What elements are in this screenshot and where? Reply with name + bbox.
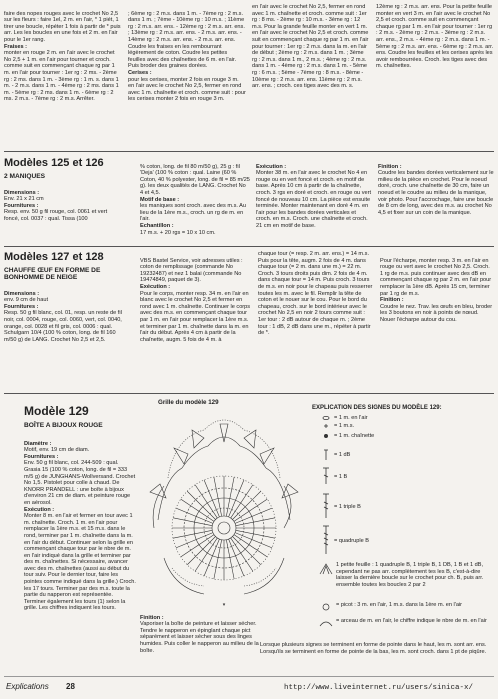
- grid-stitch-line: [204, 539, 219, 576]
- model-129-subtitle: BOÎTE A BIJOUX ROUGE: [24, 422, 103, 429]
- grid-stitch-line: [229, 539, 244, 576]
- m125-motif: les maniques sont croch. avec des m.s. Au lieu de la 1ère m.s., croch. un rg de m. en l'air.: [140, 203, 247, 223]
- m129-dim: Motif, env. 19 cm de diam.: [24, 447, 90, 454]
- grid-stitch-line: [204, 480, 219, 517]
- m125-col2-text: % coton, long. de fil 80 m/50 g), 25 g : fil 'Deja' (100 % coton : qual. Laine (60 % Coton, 40 % polyester, long. de fil = 85 m/25 g). les deux qualités de LANG. Crochet No 4 et 4,5.: [140, 163, 250, 196]
- m127-dim-label: Dimensions :: [4, 290, 40, 297]
- m127-col2a: VBS Bastel Service, voir adresses utiles : coton de remplissage (commande No 19232487) et nez 1 balai (commande No 19474849, paquet de 3).: [140, 257, 243, 284]
- grid-stitch-line: [229, 480, 244, 517]
- grid-title: Grille du modèle 129: [158, 399, 219, 406]
- model-125-col1: [4, 183, 122, 243]
- m125-ech-label: Echantillon :: [140, 222, 174, 229]
- top-col4: 12ème rg : 2 m.s. arr. ens. Pour la petite feuille monter en vert 3 m. en l'air avec le crochet No 2,5 et croch. comme suit en commençant chaque rg par 1 m. en l'air pour tourner : 1er rg : 2 m.s. - 2ème rg : 2 m.s. - 3ème rg : 2 m.s. arr. ens., 2 m.s. - 4ème rg : 2 m.s. dans 1 m. - 5ème rg : 2 m.s. arr. ens. - 6ème rg : 2 m.s. arr. ens. Coudre les feuilles et les cerises après les avoir rembourrées. Croch. les tiges avec des m. chaînettes.: [376, 4, 494, 70]
- legend-item-chainette: = 1 m. chaînette: [334, 433, 375, 439]
- grid-stitch-line: [214, 540, 222, 579]
- grid-stitch-line: [235, 508, 272, 523]
- m129-exec-label: Exécution :: [24, 506, 55, 513]
- m125-exec: Monter 38 m. en l'air avec le crochet No 4 en rouge ou en vert foncé et croch. en motif de base. Après 10 cm à partir de la chaînette, croch. 3 rgs en doré et croch. en rouge ou vert foncé de nouveau 10 cm. La pièce est ensuite terminée. Monter maintenant en doré 4 m. en l'air pour les bandes dorées verticales et croch. en m.s. Croch. une chaînette et croch. 21 cm en motif de base.: [256, 170, 372, 229]
- m127-exec-label: Exécution :: [140, 283, 171, 290]
- m129-exec: Monter 8 m. en l'air et fermer en tour avec 1 m. chaînette. Croch. 1 m. en l'air pour remplacer la 1ère m.s. et 15 m.s. dans le rond, terminer par 1 m. chaînette dans la m. en l'air du début. Continuer selon la grille en commençant chaque tour par le nbre de m. en l'air indiqué dans la grille et terminer par des m. chaînettes. Si nécessaire, avancer avec des m. chaînettes (aussi au début du tour suiv. Pour le dernier tour, faire les pointes comme indiqué dans la grille.) Croch. les 17 tours. Terminer par des m.s. toute la partie du napperon est représentée. Terminer également les tours (1) selon la grille. Les chiffres indiquent les tours.: [24, 513, 136, 612]
- fraises-label: Fraises :: [4, 43, 28, 50]
- m129-fin: Vaporiser la boîte de peinture et laisser sécher. Tendre le napperon en épinglant chaque pict séparément et laisser sécher sous des linges humides. Puis coller le napperon au milieu de la boîte.: [140, 621, 259, 654]
- m127-dim: env. 9 cm de haut: [4, 297, 49, 304]
- cerises-text: pour les cerises, monter 2 fois en rouge 3 m. en l'air avec le crochet No 2,5, fermer en rond avec 1 m. chaînette et croch. comme suit : pour les cerises monter 2 fois en rouge 3 m.: [128, 76, 246, 103]
- grid-stitch-line: [232, 491, 260, 519]
- arc-symbol: [318, 618, 334, 628]
- top-col2: [128, 4, 246, 152]
- m129-four: Env. 50 g fil blanc, col. 244-509 : qual. Grasia 15 (100 % coton, long. de fil = 333 m/5 g) de JUNGHANS-Wollversand. Crochet No 1,5. Pistolet pour colle à chaud. De KNORR PRANDELL : une boîte à bijoux d'environ 21 cm de diam. et peinture rouge en aérosol.: [24, 460, 136, 506]
- m129-four-label: Fournitures :: [24, 453, 59, 460]
- grid-stitch-line: [176, 533, 213, 548]
- grid-stitch-line: [181, 535, 214, 557]
- m125-fin-label: Finition :: [378, 163, 402, 170]
- top-col3: en l'air avec le crochet No 2,5, fermer en rond avec 1 m. chaînette et croch. comme suit : 1er rg : 8 ms. - 2ème rg : 10 m.s. - 3ème rg : 12 m.s. Pour la grande feuille monter en vert 1 m. en l'air avec le crochet No 2,5 et croch. comme suit en commençant chaque rg par 1 m. en l'air pour tourner : 1er rg : 2 m.s. dans la m. en l'air de début ; 2ème rg : 2 m.s. dans 1 m. ; 3ème rg : 2 m.s. dans 1 m., 2 m.s. ; 4ème rg : 2 m.s. dans 1 m. - 4ème rg : 2 m.s. dans 1 m. - 5ème rg : 6 m.s. ; 5ème - 7ème rg : 8 m.s. - 8ème - 10ème rg : 2 m.s. arr. ens. 11ème rg : 2 m.s. arr. ens. ; croch. ces tiges avec des m. s.: [252, 4, 369, 90]
- grid-stitch-line: [234, 535, 267, 557]
- footer-page: 28: [66, 682, 75, 691]
- m125-fin: Coudre les bandes dorées verticalement sur le milieu de la pièce en crochet. Pour le noeud doré, croch. une chaînette de 30 cm, faire un noeud et le coudre au milieu de la manique, voir photo. Pour l'accrochage, faire une boucle de 8 cm de long, avec des m.s. au crochet No 4,5 et fixer sur un coin de la manique.: [378, 170, 494, 216]
- grid-stitch-line: [187, 491, 215, 519]
- legend-leaf: 1 petite feuille : 1 quadruple B, 1 triple B, 1 DB, 1 B et 1 dB, cependant ne pas arr. complètement tes les B, c'est-à-dire laisser la dernière boucle sur le crochet pour ch. B, puis arr. ensemble toutes les boucles 2 par 2: [336, 562, 484, 588]
- m127-four: Resp. 50 g fil blanc, col. 01, resp. un reste de fil noir, col. 0004, rouge, col. 0060, vert, col. 0040, orange, col. 0028 et fil gris, col. 0006 : qual. Schulgarn 10/4 (100 % coton, long. de fil 160 m/50 g) de LANG. Crochet No 2,5 et 2,5.: [4, 310, 122, 343]
- m125-four-label: Fournitures :: [4, 202, 39, 209]
- grid-stitch-line: [195, 485, 217, 518]
- grid-stitch-line: [231, 485, 253, 518]
- model-127-col1: [4, 284, 128, 394]
- m127-col4-text: Pour l'écharpe, monter resp. 3 m. en l'air en rouge ou vert avec le crochet No 2,5. Croch. 1 rg de m.s. puis continuer avec des dB en commençant chaque rg par 2 m. en l'air pour remplacer la 1ère dB. Après 15 cm, terminer par 1 rg de m.s.: [380, 257, 492, 297]
- model-129-col1: [24, 434, 136, 669]
- legend-item-quadruple: = quadruple B: [334, 538, 369, 544]
- grid-stitch-line: [195, 538, 217, 571]
- m127-fin-label: Finition :: [380, 297, 404, 304]
- m125-motif-label: Motif de base :: [140, 196, 180, 203]
- crochet-grid: [144, 408, 304, 608]
- model-127-subtitle: CHAUFFE ŒUF EN FORME DE BONHOMME DE NEIGE: [4, 267, 101, 282]
- m125-ech: 17 m.s. + 20 rgs = 10 x 10 cm.: [140, 229, 216, 236]
- model-125-col3: [256, 157, 372, 245]
- leaf-symbol: [318, 562, 334, 576]
- model-125-subtitle: 2 MANIQUES: [4, 173, 46, 180]
- legend-item-b: = 1 B: [334, 474, 348, 480]
- footer-label: Explications: [6, 682, 49, 691]
- top-col2-text: ; 6ème rg : 2 m.s. dans 1 m. - 7ème rg : 2 m.s. dans 1 m. ; 7ème - 10ème rg : 10 m.s. ; 11ème rg : 2 m.s. arr. ens. - 12ème rg : 2 m.s. arr. ens. ; 13ème rg : 2 m.s. arr. ens. - 2 m.s. arr. ens. - 14ème rg : 2 m.s. arr. ens. - 2 m.s. arr. ens. Coudre les fraises en les rembourrant légèrement de coton. Coudre les petites feuilles avec des chaînettes de 6 m. en l'air. Puis broder des graines dorées.: [128, 10, 245, 70]
- model-129-title: Modèle 129: [24, 404, 89, 418]
- grid-stitch-line: [176, 508, 213, 523]
- cerises-label: Cerises :: [128, 69, 152, 76]
- m127-fin: Coudre le nez. Trav. les œufs en bleu, broder les 3 boutons en noir à points de nœud. Nouer l'écharpe autour du cou.: [380, 303, 493, 323]
- footer-rule: [4, 676, 494, 677]
- grid-stitch-line: [173, 530, 212, 538]
- model-125-title: Modèles 125 et 126: [4, 157, 104, 169]
- grid-drawing: [150, 420, 298, 594]
- m125-dim: Env. 21 x 21 cm: [4, 196, 44, 203]
- picot-symbol: [318, 602, 334, 612]
- model-127-col3: chaque tour (= resp. 2 m. arr. ens.) = 14 m.s. Puis pour la tête, augm. 2 fois de 4 m. dans chaque tour (= 2 m. dans une m.) = 22 m. Croch. 3 tours droits puis dim. 2 fois de 4 m. dans chaque tour = 14 m. Puis croch. 3 tours de m.s. en noir pour le chapeau puis resserrer toutes les m. avec le fil. Remplir la tête de coton et le nouer sur le cou. Pour le bord du chapeau, croch. sur le bord intérieur avec le crochet No 2,5 en noir 2 tours comme suit : 1er tour : 2 dB autour de chaque m. ; 2ème tour : 1 dB, 2 dB dans une m., répéter à partir de *.: [258, 251, 373, 337]
- model-127-col4: [380, 251, 494, 391]
- legend-item-triple: = 1 triple B: [334, 504, 361, 510]
- divider-mid1: [4, 246, 494, 247]
- m127-four-label: Fournitures :: [4, 303, 39, 310]
- divider-mid2: [4, 393, 494, 394]
- m125-exec-label: Exécution :: [256, 163, 287, 170]
- legend-note: Lorsque plusieurs signes se terminent en forme de pointe dans le haut, les m. sont arr. ens. Lorsqu'ils se terminent en forme de pointe de la bas, les m. sont croch. dans 1 pt de piqûre.: [260, 642, 487, 655]
- m129-fin-label: Finition :: [140, 614, 164, 621]
- legend-item-ms: = 1 m.s.: [334, 423, 355, 429]
- chain-symbol: [323, 416, 329, 419]
- grid-stitch-line: [181, 499, 214, 521]
- legend-item-db: = 1 dB: [334, 452, 351, 458]
- model-125-col2: [140, 157, 250, 245]
- grid-stitch-line: [231, 538, 253, 571]
- m125-dim-label: Dimensions :: [4, 189, 40, 196]
- top-col1-text: faire des nopes rouges avec le crochet No 2,5 sur les fleurs : faire 1el, 2 m. en l'air, * 1 piét, 1 tirer une boucle, répéter 1 fois à partir de * puis arr. Les les boucles en une fois et 2 m. en l'air pour le 1er rang.: [4, 10, 121, 43]
- model-129-finition: [140, 608, 260, 658]
- grid-stitch-line: [235, 533, 272, 548]
- legend-title: EXPLICATION DES SIGNES DU MODÈLE 129:: [312, 405, 442, 411]
- m125-four: Resp. env. 50 g fil rouge, col. 0061 et vert foncé, col. 0037 : qual. Tissa (100: [4, 209, 108, 222]
- footer-url: http://www.liveinternet.ru/users/sinica-x/: [284, 684, 474, 692]
- model-125-col4: [378, 157, 494, 245]
- grid-stitch-line: [232, 536, 260, 564]
- model-127-title: Modèles 127 et 128: [4, 251, 104, 263]
- divider-top: [4, 151, 494, 152]
- legend-item-chain: = 1 m. en l'air: [334, 415, 368, 421]
- top-col1: [4, 4, 122, 152]
- legend-picot: = picot : 3 m. en l'air, 1 m.s. dans la 1ère m. en l'air: [336, 602, 463, 608]
- grid-stitch-line: [173, 518, 212, 526]
- grid-stitch-line: [187, 536, 215, 564]
- model-127-col2: [140, 251, 252, 391]
- grid-stitch-line: [234, 499, 267, 521]
- m127-exec: Pour le corps, monter resp. 34 m. en l'air en blanc avec le crochet No 2,5 et fermer en rond avec 1 m. chaînette. Continuer le corps avec des m.s. en commençant chaque tour par 1 m. en l'air pour remplacer la 1ère m.s. et terminer par 1 m. chaînette dans la m. en l'air du début. Après 4 cm à partir de la chaînette, augm. 5 fois de 4 m. à: [140, 290, 251, 343]
- legend-arc: = arceau de m. en l'air, le chiffre indique le nbre de m. en l'air: [336, 618, 487, 624]
- grid-ray-mark: ▾: [222, 602, 226, 608]
- fraises-text: monter en rouge 2 m. en l'air avec le crochet No 2,5 + 1 m. en l'air pour tourner et croch. comme suit en commençant chaque rg par 1 m. en l'air pour tourner : 1er rg : 2 ms. - 2ème rg : 2 ms. dans 1 m. - 3ème rg : 1 m. s. dans 1 m. - 2 m.s. dans 1 m. - 4ème rg : 2 ms. dans 1 m. - 5ème rg : 2 ms. dans 1 m. - 6ème rg : 2 ms. 2 m.s. - 7ème rg : 2 m.s. Arrêter.: [4, 50, 119, 103]
- m129-dim-label: Diamètre :: [24, 440, 52, 447]
- legend: [318, 414, 494, 674]
